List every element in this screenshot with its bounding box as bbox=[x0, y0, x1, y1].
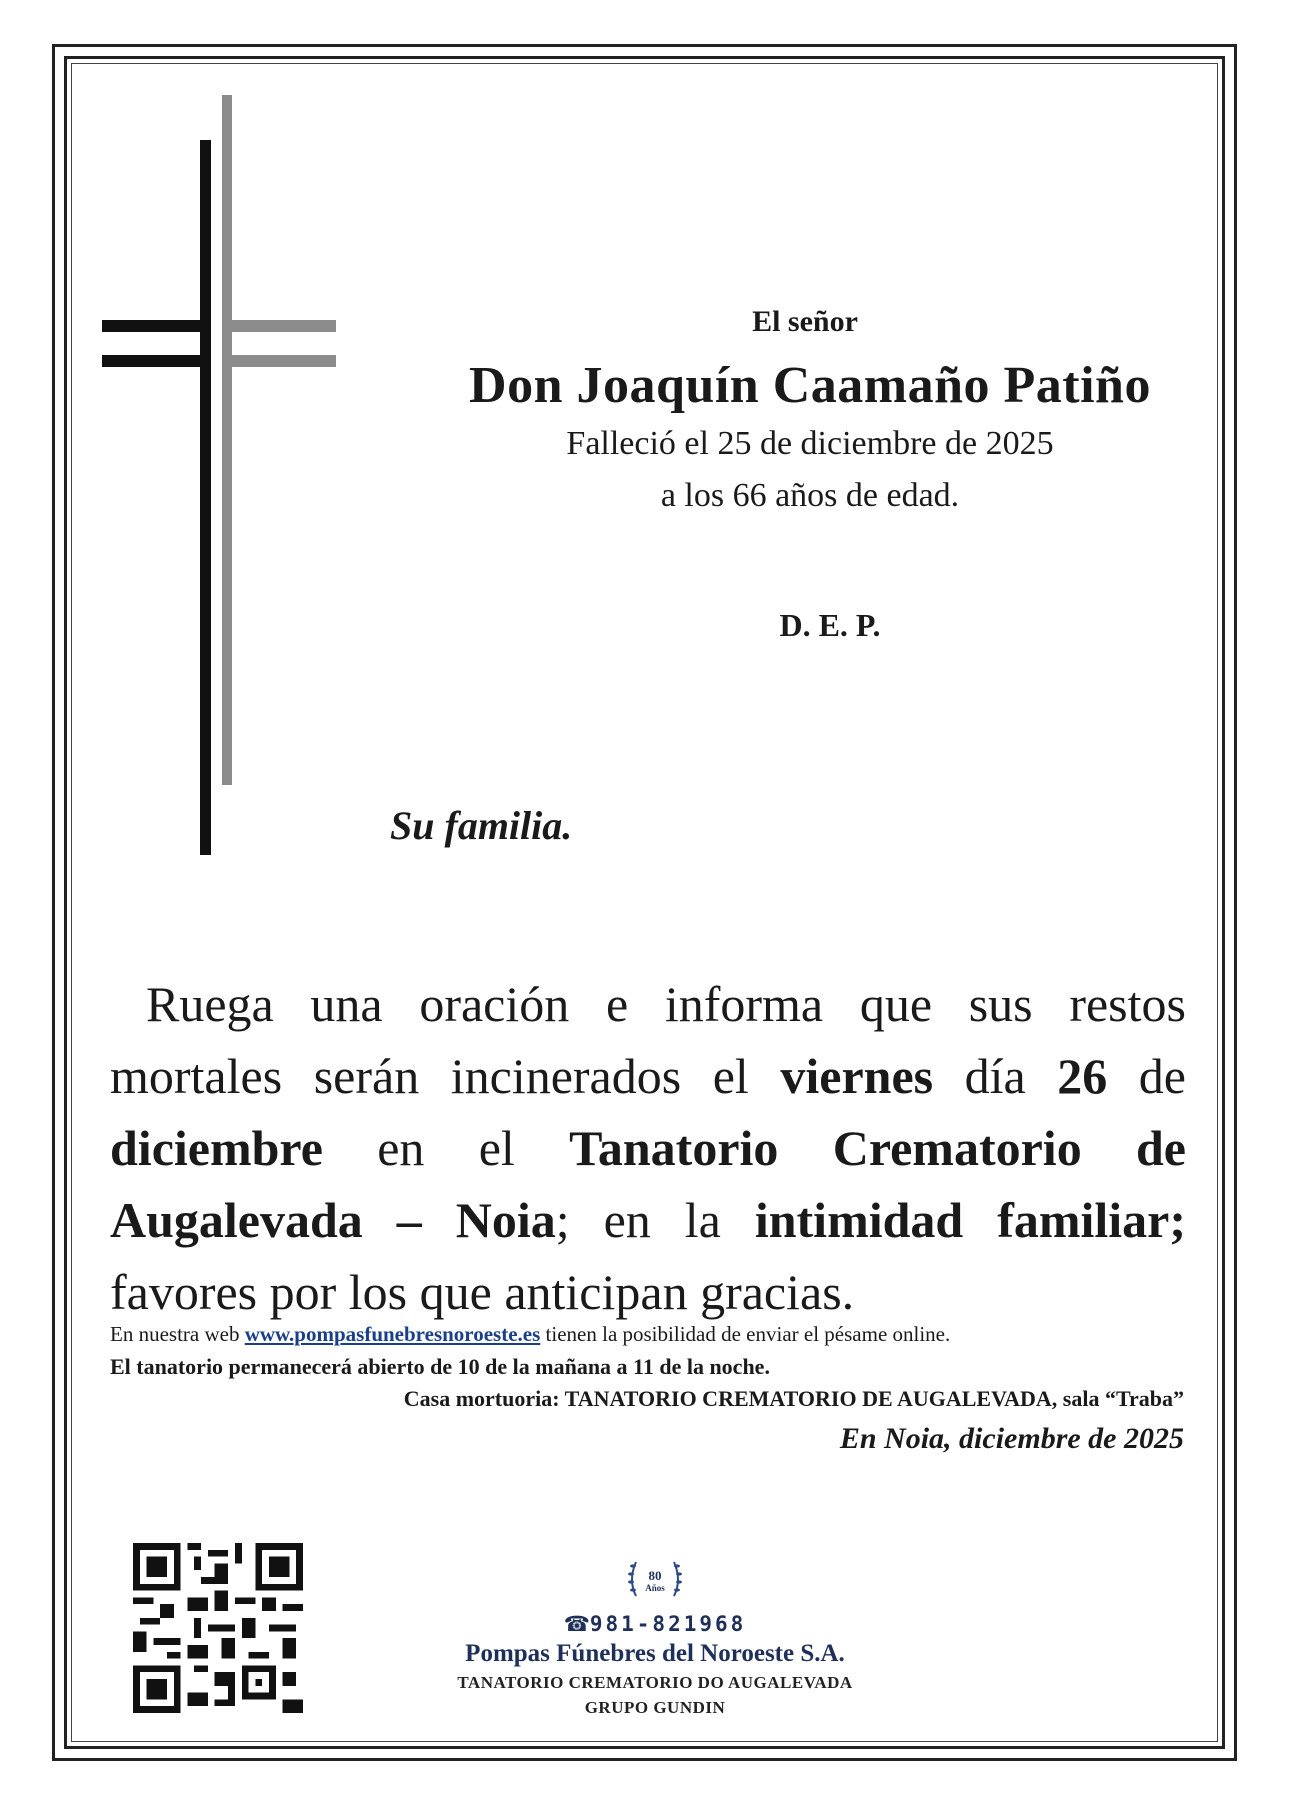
announcement-body bbox=[110, 968, 1186, 1328]
web-suffix: tienen la posibilidad de enviar el pésame online. bbox=[540, 1322, 951, 1346]
website-link[interactable]: www.pompasfunebresnoroeste.es bbox=[244, 1322, 541, 1346]
funeral-home: Casa mortuoria: TANATORIO CREMATORIO DE AUGALEVADA, sala “Traba” bbox=[403, 1386, 1184, 1411]
phone-icon: ☎ bbox=[563, 1612, 590, 1636]
body-day: viernes bbox=[780, 1048, 934, 1104]
cross-icon bbox=[100, 95, 340, 855]
place-date: En Noia, diciembre de 2025 bbox=[839, 1422, 1184, 1455]
opening-hours: El tanatorio permanecerá abierto de 10 de la mañana a 11 de la noche. bbox=[110, 1354, 770, 1379]
group-name: GRUPO GUNDIN bbox=[584, 1698, 726, 1717]
body-privacy: intimidad familiar; bbox=[754, 1192, 1187, 1248]
body-text-4: en el bbox=[322, 1120, 570, 1176]
phone-number[interactable]: 981-821968 bbox=[589, 1612, 747, 1636]
body-text-1: Ruega una oración e informa que sus restos mortales serán incinerados el bbox=[110, 976, 1186, 1104]
tanatorio-name: TANATORIO CREMATORIO DO AUGALEVADA bbox=[457, 1673, 853, 1692]
body-date: 26 bbox=[1057, 1048, 1108, 1104]
phone-line bbox=[540, 1612, 770, 1636]
body-text-5: ; en la bbox=[555, 1192, 755, 1248]
age-text: a los 66 años de edad. bbox=[660, 477, 960, 514]
svg-text:80: 80 bbox=[648, 1568, 662, 1583]
body-text-6: favores por los que anticipan gracias. bbox=[110, 1264, 855, 1320]
web-prefix: En nuestra web bbox=[110, 1322, 245, 1346]
qr-code bbox=[133, 1543, 303, 1713]
deceased-name: Don Joaquín Caamaño Patiño bbox=[469, 357, 1151, 414]
intro-text: El señor bbox=[752, 305, 858, 338]
body-text-3: de bbox=[1107, 1048, 1186, 1104]
body-text-2: día bbox=[933, 1048, 1058, 1104]
body-month: diciembre bbox=[110, 1120, 323, 1176]
body-venue: Tanatorio Crematorio de Augalevada – Noia bbox=[110, 1120, 1186, 1248]
svg-text:Años: Años bbox=[645, 1583, 665, 1593]
web-note bbox=[110, 1322, 950, 1347]
rip-text: D. E. P. bbox=[779, 607, 881, 643]
family-signature: Su familia. bbox=[390, 803, 573, 848]
anniversary-logo bbox=[622, 1546, 688, 1612]
company-name: Pompas Fúnebres del Noroeste S.A. bbox=[465, 1640, 845, 1667]
death-date: Falleció el 25 de diciembre de 2025 bbox=[566, 425, 1054, 462]
